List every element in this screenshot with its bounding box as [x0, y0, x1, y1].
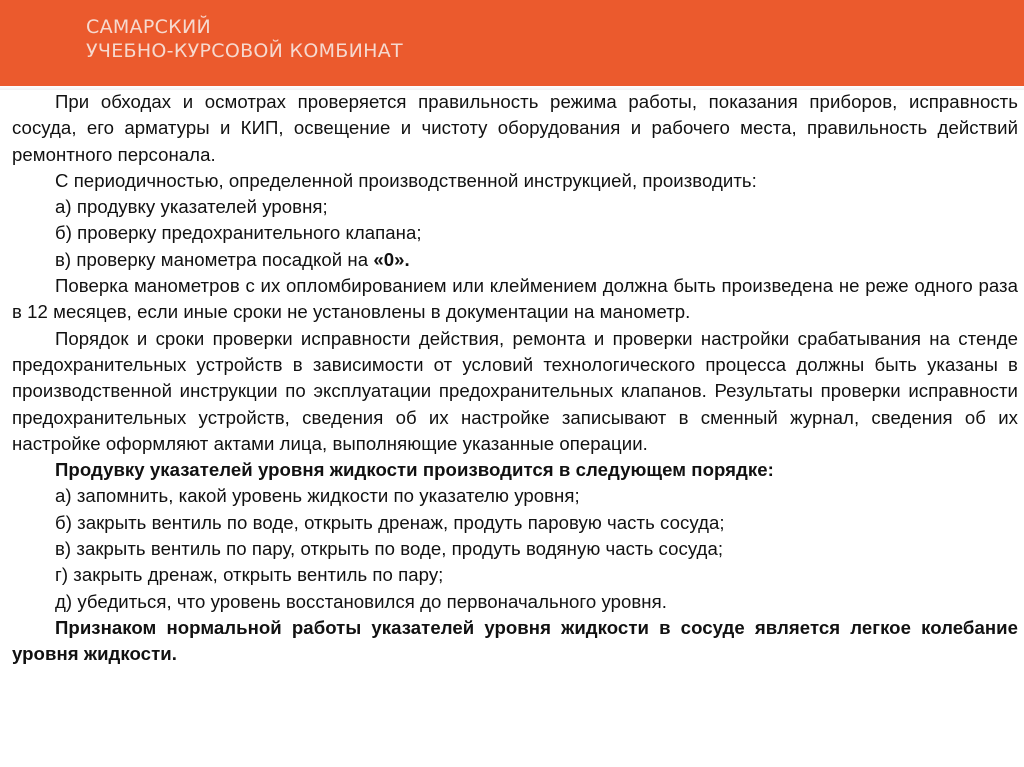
organization-title-line-2: УЧЕБНО-КУРСОВОЙ КОМБИНАТ: [86, 40, 403, 62]
list-item-purge-indicators: а) продувку указателей уровня;: [55, 196, 328, 218]
organization-title-line-1: САМАРСКИЙ: [86, 16, 211, 38]
paragraph-conclusion: Признаком нормальной работы указателей уровня жидкости в сосуде является легкое колебание уровня жидкости.: [12, 616, 1018, 665]
slide-body: [12, 89, 1018, 668]
list-item-check-safety-valve: б) проверку предохранительного клапана;: [55, 222, 422, 244]
paragraph-periodicity: С периодичностью, определенной производственной инструкцией, производить:: [55, 169, 757, 191]
list-item-check-manometer: [12, 247, 1018, 273]
purge-step-v: в) закрыть вентиль по пару, открыть по воде, продуть водяную часть сосуда;: [55, 538, 724, 560]
purge-step-g: г) закрыть дренаж, открыть вентиль по пару;: [55, 564, 444, 586]
purge-step-d: д) убедиться, что уровень восстановился до первоначального уровня.: [55, 590, 667, 612]
paragraph-procedure: Порядок и сроки проверки исправности действия, ремонта и проверки настройки срабатывания на стенде предохранительных устройств в зависимости от условий технологического процесса должны быть указаны в производственной инструкции по эксплуатации предохранительных клапанов. Результаты проверки исправности предохранительных устройств, сведения об их настройке записывают в сменный журнал, сведения об их настройке оформляют актами лица, выполняющие указанные операции.: [12, 327, 1018, 454]
purge-step-b: б) закрыть вентиль по воде, открыть дренаж, продуть паровую часть сосуда;: [55, 511, 725, 533]
header-banner: [0, 0, 1024, 86]
purge-procedure-heading: Продувку указателей уровня жидкости производится в следующем порядке:: [55, 459, 774, 481]
paragraph-inspection: При обходах и осмотрах проверяется правильность режима работы, показания приборов, исправность сосуда, его арматуры и КИП, освещение и чистоту оборудования и рабочего места, правильность действий ремонтного персонала.: [12, 91, 1018, 165]
list-item-check-manometer-zero: «0».: [373, 248, 410, 270]
paragraph-verification: Поверка манометров с их опломбированием или клеймением должна быть произведена не реже одного раза в 12 месяцев, если иные сроки не установлены в документации на манометр.: [12, 275, 1018, 323]
list-item-check-manometer-text: в) проверку манометра посадкой на: [55, 248, 374, 270]
purge-step-a: а) запомнить, какой уровень жидкости по указателю уровня;: [55, 485, 580, 507]
organization-title: [86, 15, 403, 63]
